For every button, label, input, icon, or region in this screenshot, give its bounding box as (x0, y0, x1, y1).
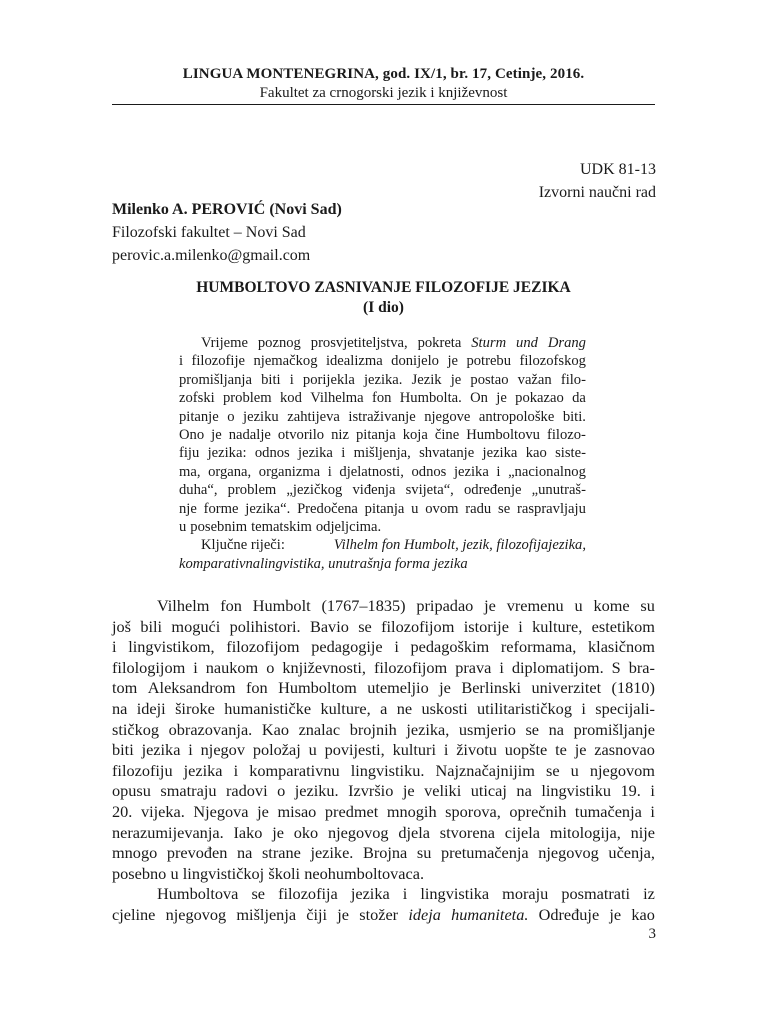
word: i (496, 463, 501, 480)
word: kome (593, 596, 630, 615)
word: stožer (359, 904, 399, 924)
word: Humbolt (252, 596, 311, 615)
word: posmatrati (561, 884, 631, 904)
word: pitanje (179, 408, 219, 425)
word: mnogo (112, 843, 158, 863)
paragraph-line (112, 617, 655, 638)
word: kao (631, 904, 655, 924)
word: Njegova (193, 801, 249, 821)
word: fiju (179, 445, 200, 462)
word: promišljanja (179, 371, 252, 388)
abstract-line (179, 444, 586, 462)
word: Ono (179, 426, 205, 443)
word: fon (371, 390, 392, 407)
word: sporova, (445, 801, 501, 821)
word: i (188, 740, 193, 760)
word: u (170, 863, 179, 883)
word: otvorilo (277, 426, 325, 443)
word: uskosti (421, 698, 468, 718)
faculty-name: Fakultet za crnogorski jezik i književnost (259, 85, 508, 101)
word: jezika (183, 760, 223, 780)
word: raspravljaju (517, 500, 586, 517)
word: na (112, 698, 128, 718)
word: nje (179, 500, 197, 517)
word: se (525, 719, 540, 739)
keywords-line (179, 536, 586, 554)
word: 19. (620, 781, 641, 801)
word: biti (261, 371, 281, 388)
word: bili (140, 616, 163, 636)
word: jezika (482, 445, 518, 462)
keywords-text: Vilhelm fon Humbolt, jezik, filozofijajezika, (333, 537, 586, 554)
word: jezika (141, 740, 181, 760)
paragraph-line (112, 699, 655, 720)
word: zasnovao (594, 740, 655, 760)
word: Najznačajnijim (435, 760, 535, 780)
paper-type: Izvorni naučni rad (538, 184, 656, 201)
word: njegove (424, 408, 471, 425)
word: filozofijom (226, 637, 300, 657)
word: moraju (502, 884, 549, 904)
keywords-line (179, 555, 586, 573)
title-part: (I dio) (363, 299, 404, 316)
word: predmet (324, 801, 379, 821)
word: položaj (252, 740, 301, 760)
word: ne (396, 698, 413, 718)
word: biti. (562, 408, 586, 425)
word: obrazovanja. (168, 719, 253, 739)
word: o (266, 657, 275, 677)
word: o (227, 408, 235, 425)
word: lingvistiku. (350, 760, 425, 780)
abstract-line: Vrijeme poznog prosvjetiteljstva, pokreta Sturm und Drang (201, 335, 586, 351)
word: i (443, 740, 449, 760)
word: čiji (306, 904, 328, 924)
word: određenje (463, 482, 522, 499)
word: svijeta“, (405, 482, 454, 499)
word: filozofijom (373, 657, 448, 677)
word: forme (203, 500, 239, 517)
running-header (112, 64, 655, 103)
word: Jezik (411, 371, 442, 388)
paragraph-line (112, 781, 655, 802)
paragraph-line (112, 802, 655, 823)
word: u (411, 500, 419, 517)
word: problem (223, 390, 272, 407)
word: bra- (628, 657, 655, 677)
word: specijali- (595, 698, 655, 718)
word: i (193, 657, 198, 677)
word: je (272, 822, 284, 842)
word: Vilhelm (157, 596, 210, 615)
word: nije (630, 822, 655, 842)
word: lingvistikom, (128, 637, 215, 657)
word: „jezičkog (286, 482, 343, 499)
word: postao (470, 371, 509, 388)
word: jezika (453, 463, 489, 480)
word: da (572, 390, 586, 407)
abstract-line (179, 389, 586, 407)
word: fon (220, 596, 242, 615)
word: uopšte (504, 740, 548, 760)
word: istorije (463, 616, 509, 636)
word: Humboltom (278, 678, 357, 698)
word: učenja, (608, 843, 655, 863)
word: nerazumijevanja. (112, 822, 224, 842)
word: 20. (112, 801, 133, 821)
paragraph-line (112, 740, 655, 761)
word: njegovog (538, 843, 599, 863)
abstract-line (179, 408, 586, 426)
word: je (484, 596, 496, 615)
word: Humbolta. (399, 390, 462, 407)
word: na (237, 843, 253, 863)
word: kao (525, 445, 547, 462)
abstract-line (179, 500, 586, 518)
word: u (574, 596, 583, 615)
abstract-line (179, 481, 586, 499)
word: njegovom (589, 760, 655, 780)
word: zahtijeva (287, 408, 340, 425)
paragraph-line (112, 678, 655, 699)
word: Izvršio (348, 781, 394, 801)
word: vremenu (506, 596, 564, 615)
udk-code: UDK 81-13 (580, 161, 656, 178)
word: Berlinski (461, 678, 522, 698)
word: utilitarističkog (477, 698, 572, 718)
word: radovi (226, 781, 268, 801)
word: brojnih (349, 719, 397, 739)
word: stvorena (439, 822, 495, 842)
word: porijekla (302, 371, 355, 388)
word: tom (112, 678, 138, 698)
abstract-line (179, 371, 586, 389)
word: shvatanje (419, 445, 475, 462)
word: biti (112, 740, 134, 760)
word: jezika. (363, 371, 403, 388)
word: pretumačenja (440, 843, 529, 863)
word: su (640, 596, 655, 615)
word: je (447, 353, 458, 370)
word: Određuje (538, 904, 600, 924)
word: i (650, 781, 655, 801)
word: utemeljio (367, 678, 429, 698)
word: organizma (258, 463, 321, 480)
word: radu (465, 500, 492, 517)
word: školi (268, 863, 301, 883)
word: donijelo (391, 353, 439, 370)
body-text (112, 596, 655, 926)
journal-title: LINGUA MONTENEGRINA, god. IX/1, br. 17, Cetinje, 2016. (182, 66, 585, 82)
word: su (416, 843, 432, 863)
word: kod (279, 390, 302, 407)
word: djela (398, 822, 430, 842)
word: S (611, 657, 621, 677)
word: univerzitet (531, 678, 602, 698)
word: njegov (200, 740, 245, 760)
word: filozo- (546, 426, 586, 443)
word: književnosti, (282, 657, 366, 677)
word: opusu (112, 781, 151, 801)
word: viđenja (352, 482, 396, 499)
word: klasičnom (588, 637, 655, 657)
word: i (402, 884, 408, 904)
word: je (337, 904, 350, 924)
word: mišljenja (236, 904, 297, 924)
word: ovom (425, 500, 459, 517)
author-email: perovic.a.milenko@gmail.com (112, 247, 311, 264)
word: ma, (179, 463, 201, 480)
word: kulturi (392, 740, 436, 760)
word: fon (245, 678, 268, 698)
word: jezika (298, 445, 333, 462)
word: i (327, 463, 332, 480)
word: je (609, 904, 622, 924)
word: estetikom (591, 616, 655, 636)
word: veliki (424, 781, 462, 801)
word: i (394, 637, 399, 657)
paragraph-line (112, 596, 655, 617)
word: lingvističkoj (182, 863, 265, 883)
word: pitanja (364, 500, 405, 517)
word: se (546, 760, 560, 780)
word: Kao (261, 719, 289, 739)
word: pedagoškim (410, 637, 490, 657)
word: je (402, 781, 415, 801)
word: je (496, 390, 507, 407)
word: filozofskog (519, 353, 586, 370)
paragraph-line (112, 884, 655, 905)
word: jezika“. (245, 500, 291, 517)
word: i (650, 801, 655, 821)
article-title (112, 278, 655, 318)
word: oprečnih (509, 801, 567, 821)
word: još (112, 616, 132, 636)
word: mitologija, (549, 822, 621, 842)
word: filozofije (191, 353, 246, 370)
word: filo- (560, 371, 586, 388)
word: posebno (112, 863, 167, 883)
word: jezika (350, 884, 390, 904)
word: važan (517, 371, 552, 388)
word: naukom (205, 657, 259, 677)
word: Brojna (362, 843, 408, 863)
word: strane (261, 843, 301, 863)
word: On (470, 390, 488, 407)
word: tumačenja (574, 801, 642, 821)
abstract-line (179, 426, 586, 444)
word: antropološke (478, 408, 555, 425)
word: prava (455, 657, 492, 677)
classification-block (539, 158, 656, 204)
word: na (516, 781, 532, 801)
author-block (112, 198, 342, 267)
word: životu (456, 740, 497, 760)
word: iz (643, 884, 655, 904)
word: njegovog (165, 904, 227, 924)
word: njemačkog (253, 353, 318, 370)
word: znalac (298, 719, 341, 739)
word: jezika: (207, 445, 247, 462)
word: i (112, 637, 117, 657)
word: istraživanje (348, 408, 416, 425)
word: ideja (408, 904, 441, 924)
word: u (570, 760, 579, 780)
word: pokazao (515, 390, 564, 407)
word: je (574, 740, 587, 760)
word: a (380, 698, 388, 718)
word: ideji (136, 698, 166, 718)
paragraph-line (112, 720, 655, 741)
word: o (277, 781, 286, 801)
word: mišljenja, (353, 445, 411, 462)
word: filozofiju (112, 760, 173, 780)
word: Iako (233, 822, 263, 842)
word: djelatnosti, (339, 463, 404, 480)
word: lingvistika (420, 884, 490, 904)
word: se (358, 616, 372, 636)
paragraph-line (112, 905, 655, 926)
word: Vilhelma (310, 390, 364, 407)
word: usmjerio (458, 719, 516, 739)
word: jezike. (310, 843, 354, 863)
word: „unutraš- (531, 482, 586, 499)
word: jeziku (243, 408, 279, 425)
word: jezika, (406, 719, 450, 739)
word: u (308, 740, 317, 760)
header-divider (112, 104, 655, 105)
word: „nacionalnog (508, 463, 586, 480)
word: i (233, 760, 239, 780)
word: filozofijom (381, 616, 455, 636)
word: idealizma (325, 353, 383, 370)
word: stičkog (112, 719, 160, 739)
word: i (518, 616, 523, 636)
word: duha“, (179, 482, 218, 499)
paragraph-line (112, 761, 655, 782)
word: humanističke (224, 698, 312, 718)
word: filologijom (112, 657, 186, 677)
word: odnos (411, 463, 447, 480)
word: neohumboltovaca. (304, 863, 425, 883)
word: uticaj (470, 781, 507, 801)
word: filozofija (278, 884, 338, 904)
word: oko (293, 822, 319, 842)
word: mogući (171, 616, 221, 636)
word: odjeljcima. (315, 518, 382, 535)
word: na (548, 719, 564, 739)
word: je (257, 801, 269, 821)
word: Bavio (309, 616, 349, 636)
title-main: HUMBOLTOVO ZASNIVANJE FILOZOFIJE JEZIKA (196, 279, 571, 296)
word: Predočena (297, 500, 358, 517)
word: posebnim (190, 518, 248, 535)
word: čine (434, 426, 460, 443)
word: problem (227, 482, 277, 499)
keywords-label: Ključne riječi: (201, 537, 285, 554)
word: lingvistiku (541, 781, 611, 801)
word: prevođen (166, 843, 228, 863)
word: vijeka. (140, 801, 185, 821)
word: kulture, (532, 616, 583, 636)
word: komparativnu (249, 760, 340, 780)
paragraph-line (112, 658, 655, 679)
word: njegovog (327, 822, 389, 842)
word: mnogih (386, 801, 437, 821)
word: humaniteta. (451, 904, 529, 924)
word: niz (331, 426, 349, 443)
paragraph-line (112, 823, 655, 844)
word: kulture, (320, 698, 371, 718)
paragraph-line (112, 864, 655, 885)
word: pedagogije (311, 637, 383, 657)
word: te (555, 740, 567, 760)
paragraph-line (112, 843, 655, 864)
word: smatraju (160, 781, 217, 801)
keywords-text: komparativnalingvistika, unutrašnja forma jezika (179, 555, 468, 572)
word: reformama, (500, 637, 577, 657)
word: Aleksandrom (147, 678, 236, 698)
abstract-line (179, 463, 586, 481)
word: cijela (504, 822, 540, 842)
word: odnos (254, 445, 290, 462)
word: (1810) (611, 678, 655, 698)
word: je (439, 678, 451, 698)
word: Humboltovu (466, 426, 540, 443)
word: cjeline (112, 904, 156, 924)
word: zofski (179, 390, 215, 407)
word: široke (175, 698, 215, 718)
word: i (179, 353, 184, 370)
word: siste- (555, 445, 586, 462)
word: organa, (208, 463, 252, 480)
author-name: Milenko A. PEROVIĆ (Novi Sad) (112, 201, 342, 218)
word: Humboltova (157, 884, 239, 904)
word: je (450, 371, 462, 388)
paragraph-line (112, 637, 655, 658)
word: i (499, 657, 504, 677)
word: i (581, 698, 586, 718)
word: i (289, 371, 294, 388)
word: nadalje (228, 426, 271, 443)
word: jeziku. (294, 781, 339, 801)
word: (1767–1835) (321, 596, 406, 615)
word: potrebu (466, 353, 512, 370)
word: i (341, 445, 346, 462)
word: se (498, 500, 511, 517)
word: je (211, 426, 222, 443)
abstract-line (179, 518, 586, 536)
word: pitanja (355, 426, 396, 443)
word: diplomatijom. (511, 657, 604, 677)
abstract-line (179, 352, 586, 370)
word: koja (402, 426, 428, 443)
word: tematskim (251, 518, 312, 535)
author-affiliation: Filozofski fakultet – Novi Sad (112, 224, 306, 241)
page-number: 3 (648, 926, 656, 942)
word: u (179, 518, 187, 535)
word: pripadao (416, 596, 474, 615)
word: povijesti, (324, 740, 385, 760)
word: promišljanje (573, 719, 655, 739)
word: se (251, 884, 266, 904)
word: polihistori. (229, 616, 301, 636)
abstract (179, 334, 586, 573)
word: misao (277, 801, 317, 821)
